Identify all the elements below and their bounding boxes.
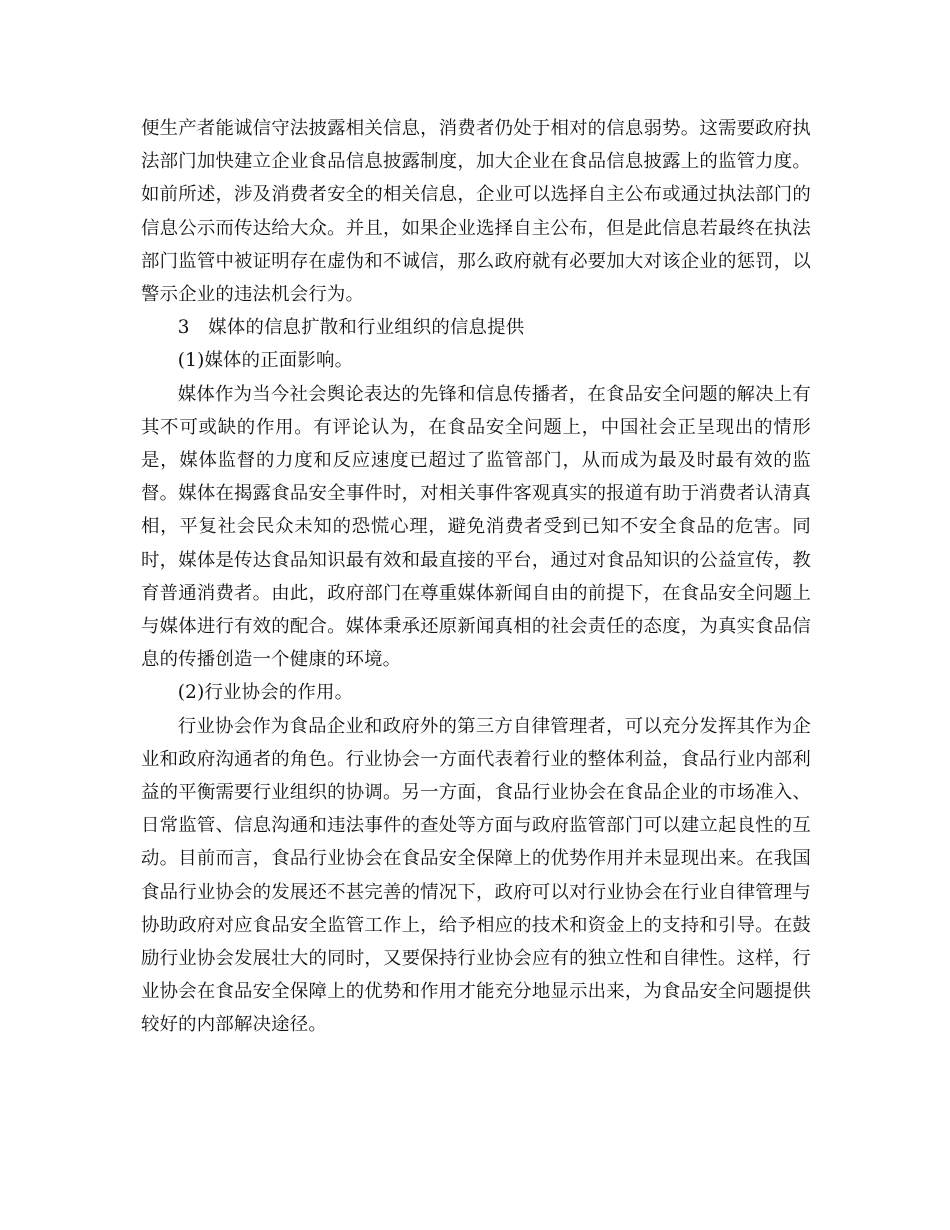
subheading-media: (1)媒体的正面影响。 (177, 350, 354, 372)
section-heading: 3 媒体的信息扩散和行业组织的信息提供 (177, 317, 525, 339)
document-body (141, 112, 811, 1042)
subheading-industry-association: (2)行业协会的作用。 (177, 682, 354, 704)
paragraph-media: 媒体作为当今社会舆论表达的先锋和信息传播者，在食品安全问题的解决上有其不可或缺的作用。有评论认为，在食品安全问题上，中国社会正呈现出的情形是，媒体监督的力度和反应速度已超过了监管部门，从而成为最及时最有效的监督。媒体在揭露食品安全事件时，对相关事件客观真实的报道有助于消费者认清真相，平复社会民众未知的恐慌心理，避免消费者受到已知不安全食品的危害。同时，媒体是传达食品知识最有效和最直接的平台，通过对食品知识的公益宣传，教育普通消费者。由此，政府部门在尊重媒体新闻自由的前提下，在食品安全问题上与媒体进行有效的配合。媒体秉承还原新闻真相的社会责任的态度，为真实食品信息的传播创造一个健康的环境。 (141, 383, 811, 671)
paragraph-continuation: 便生产者能诚信守法披露相关信息，消费者仍处于相对的信息弱势。这需要政府执法部门加快建立企业食品信息披露制度，加大企业在食品信息披露上的监管力度。如前所述，涉及消费者安全的相关信息，企业可以选择自主公布或通过执法部门的信息公示而传达给大众。并且，如果企业选择自主公布，但是此信息若最终在执法部门监管中被证明存在虚伪和不诚信，那么政府就有必要加大对该企业的惩罚，以警示企业的违法机会行为。 (141, 118, 811, 306)
paragraph-industry-association: 行业协会作为食品企业和政府外的第三方自律管理者，可以充分发挥其作为企业和政府沟通者的角色。行业协会一方面代表着行业的整体利益，食品行业内部利益的平衡需要行业组织的协调。另一方面，食品行业协会在食品企业的市场准入、日常监管、信息沟通和违法事件的查处等方面与政府监管部门可以建立起良性的互动。目前而言，食品行业协会在食品安全保障上的优势作用并未显现出来。在我国食品行业协会的发展还不甚完善的情况下，政府可以对行业协会在行业自律管理与协助政府对应食品安全监管工作上，给予相应的技术和资金上的支持和引导。在鼓励行业协会发展壮大的同时，又要保持行业协会应有的独立性和自律性。这样，行业协会在食品安全保障上的优势和作用才能充分地显示出来，为食品安全问题提供较好的内部解决途径。 (141, 715, 811, 1036)
